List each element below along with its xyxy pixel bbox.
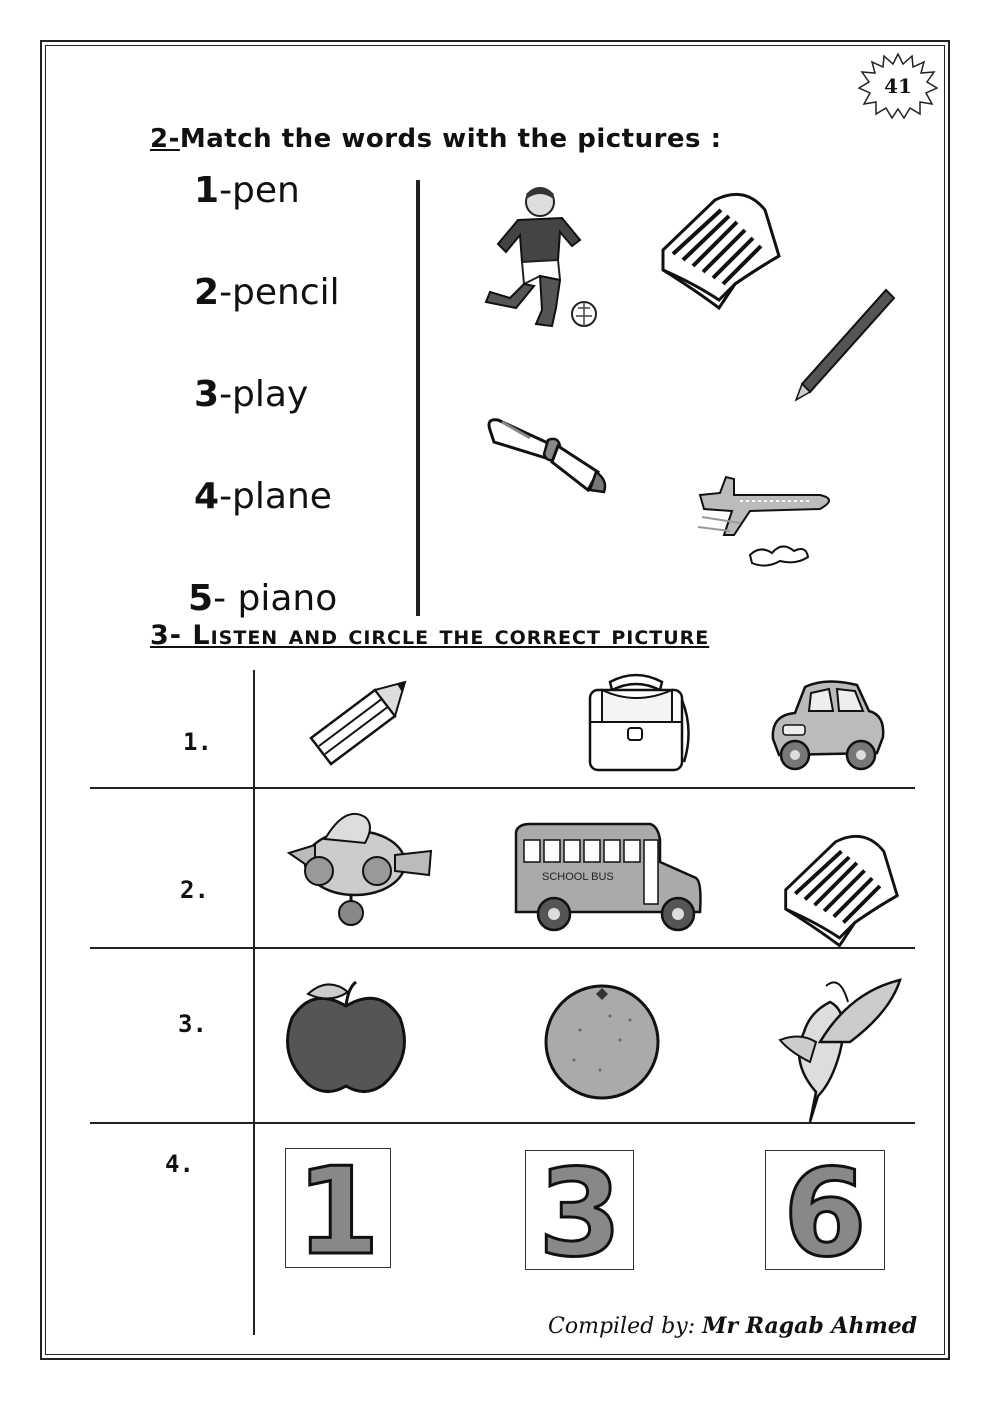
apple-icon [282,972,410,1100]
grid-divider-row1 [90,787,915,789]
number-box-1 [285,1148,391,1268]
row-label-2: 2. [180,876,209,904]
banana-icon [770,972,910,1127]
word-text: -play [219,374,309,415]
compiled-by-footer [548,1313,917,1339]
footer-author: Mr Ragab Ahmed [702,1313,918,1339]
orange-icon [540,980,664,1100]
digit-1: 1 [296,1149,380,1267]
section2-title: Match the words with the pictures : [179,124,722,154]
pen-icon [480,410,615,505]
word-num: 1 [194,170,220,211]
school-bus-icon [510,822,705,937]
word-item-3 [194,374,308,415]
word-num: 3 [194,374,220,415]
pencil-icon [790,284,900,404]
word-text: - piano [213,578,338,619]
row-label-4: 4. [165,1150,194,1178]
section3-number: 3- [150,620,182,651]
row-label-1: 1. [183,728,212,756]
section2-heading [150,124,721,154]
page-number: 41 [884,74,912,98]
number-one-icon [286,1149,390,1267]
word-num: 5 [188,578,214,619]
number-box-6 [765,1150,885,1270]
digit-6: 6 [783,1151,867,1269]
number-six-icon [766,1151,884,1269]
digit-3: 3 [538,1151,622,1269]
section3-title: Listen and circle the correct picture [192,620,710,651]
school-bag-icon [580,670,695,775]
plane-icon [690,465,840,575]
word-text: -pen [219,170,300,211]
word-num: 2 [194,272,220,313]
word-text: -plane [219,476,332,517]
footer-prefix: Compiled by: [548,1314,703,1339]
grid-divider-vertical [253,670,255,1335]
word-item-1 [194,170,300,211]
match-divider [416,180,420,616]
word-item-5 [188,578,337,619]
crayon-pencil-icon [305,680,410,770]
word-item-2 [194,272,340,313]
row-label-3: 3. [178,1010,207,1038]
section3-heading [150,620,709,651]
section2-number: 2- [150,124,180,154]
bus-text: SCHOOL BUS [542,871,614,883]
piano-icon [655,180,785,310]
car-icon [765,675,890,775]
number-three-icon [526,1151,633,1269]
word-text: -pencil [219,272,340,313]
word-item-4 [194,476,332,517]
toy-plane-icon [285,805,435,935]
football-player-icon [480,180,610,330]
piano-icon-2 [778,820,903,950]
word-num: 4 [194,476,220,517]
number-box-3 [525,1150,634,1270]
